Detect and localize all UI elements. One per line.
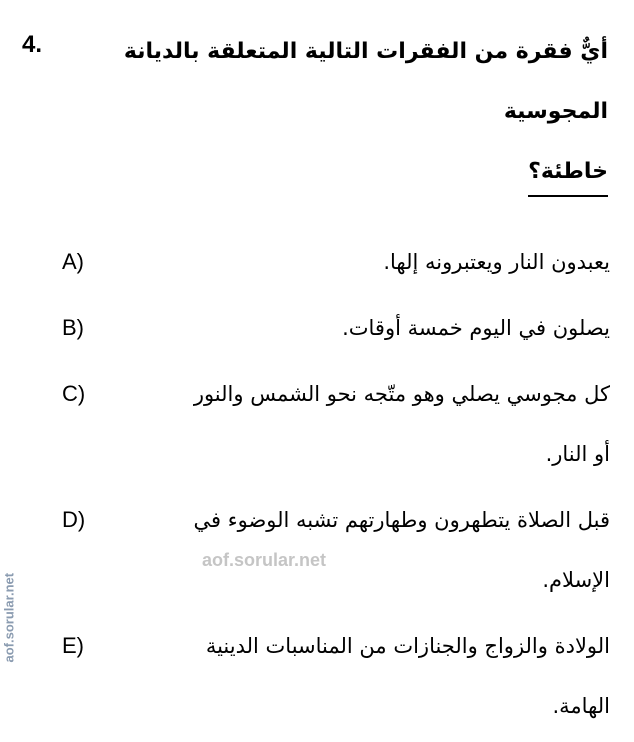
option-a[interactable]: [62, 232, 610, 292]
option-e-text[interactable]: الولادة والزواج والجنازات من المناسبات الدينية: [205, 634, 610, 658]
option-b-label[interactable]: B): [62, 315, 84, 340]
option-b-text[interactable]: يصلون في اليوم خمسة أوقات.: [342, 316, 610, 340]
option-b[interactable]: [62, 298, 610, 358]
option-d-text-cont[interactable]: الإسلام.: [542, 568, 610, 592]
option-e-text-cont[interactable]: الهامة.: [552, 694, 610, 718]
watermark: aof.sorular.net: [202, 550, 327, 570]
option-c-label[interactable]: C): [62, 381, 86, 406]
option-c[interactable]: [62, 364, 610, 484]
option-e-label[interactable]: E): [62, 633, 84, 658]
option-e[interactable]: [62, 616, 610, 736]
option-d-cont-row: [112, 550, 610, 610]
options-list: [0, 232, 634, 736]
question-text: [70, 22, 608, 202]
option-d-label[interactable]: D): [62, 507, 86, 532]
question-number: 4.: [22, 31, 43, 58]
option-d[interactable]: [62, 490, 610, 610]
option-d-text[interactable]: قبل الصلاة يتطهرون وطهارتهم تشبه الوضوء في: [193, 508, 610, 532]
option-c-text[interactable]: كل مجوسي يصلي وهو متّجه نحو الشمس والنور: [193, 382, 610, 406]
option-a-text[interactable]: يعبدون النار ويعتبرونه إلها.: [383, 250, 610, 274]
question: [0, 0, 634, 202]
option-c-text-cont[interactable]: أو النار.: [545, 442, 610, 466]
question-text-line1: أيٌّ فقرة من الفقرات التالية المتعلقة بالديانة المجوسية: [123, 39, 608, 124]
side-watermark: aof.sorular.net: [1, 572, 17, 663]
question-text-line2: خاطئة؟: [528, 155, 608, 197]
option-a-label[interactable]: A): [62, 249, 84, 274]
